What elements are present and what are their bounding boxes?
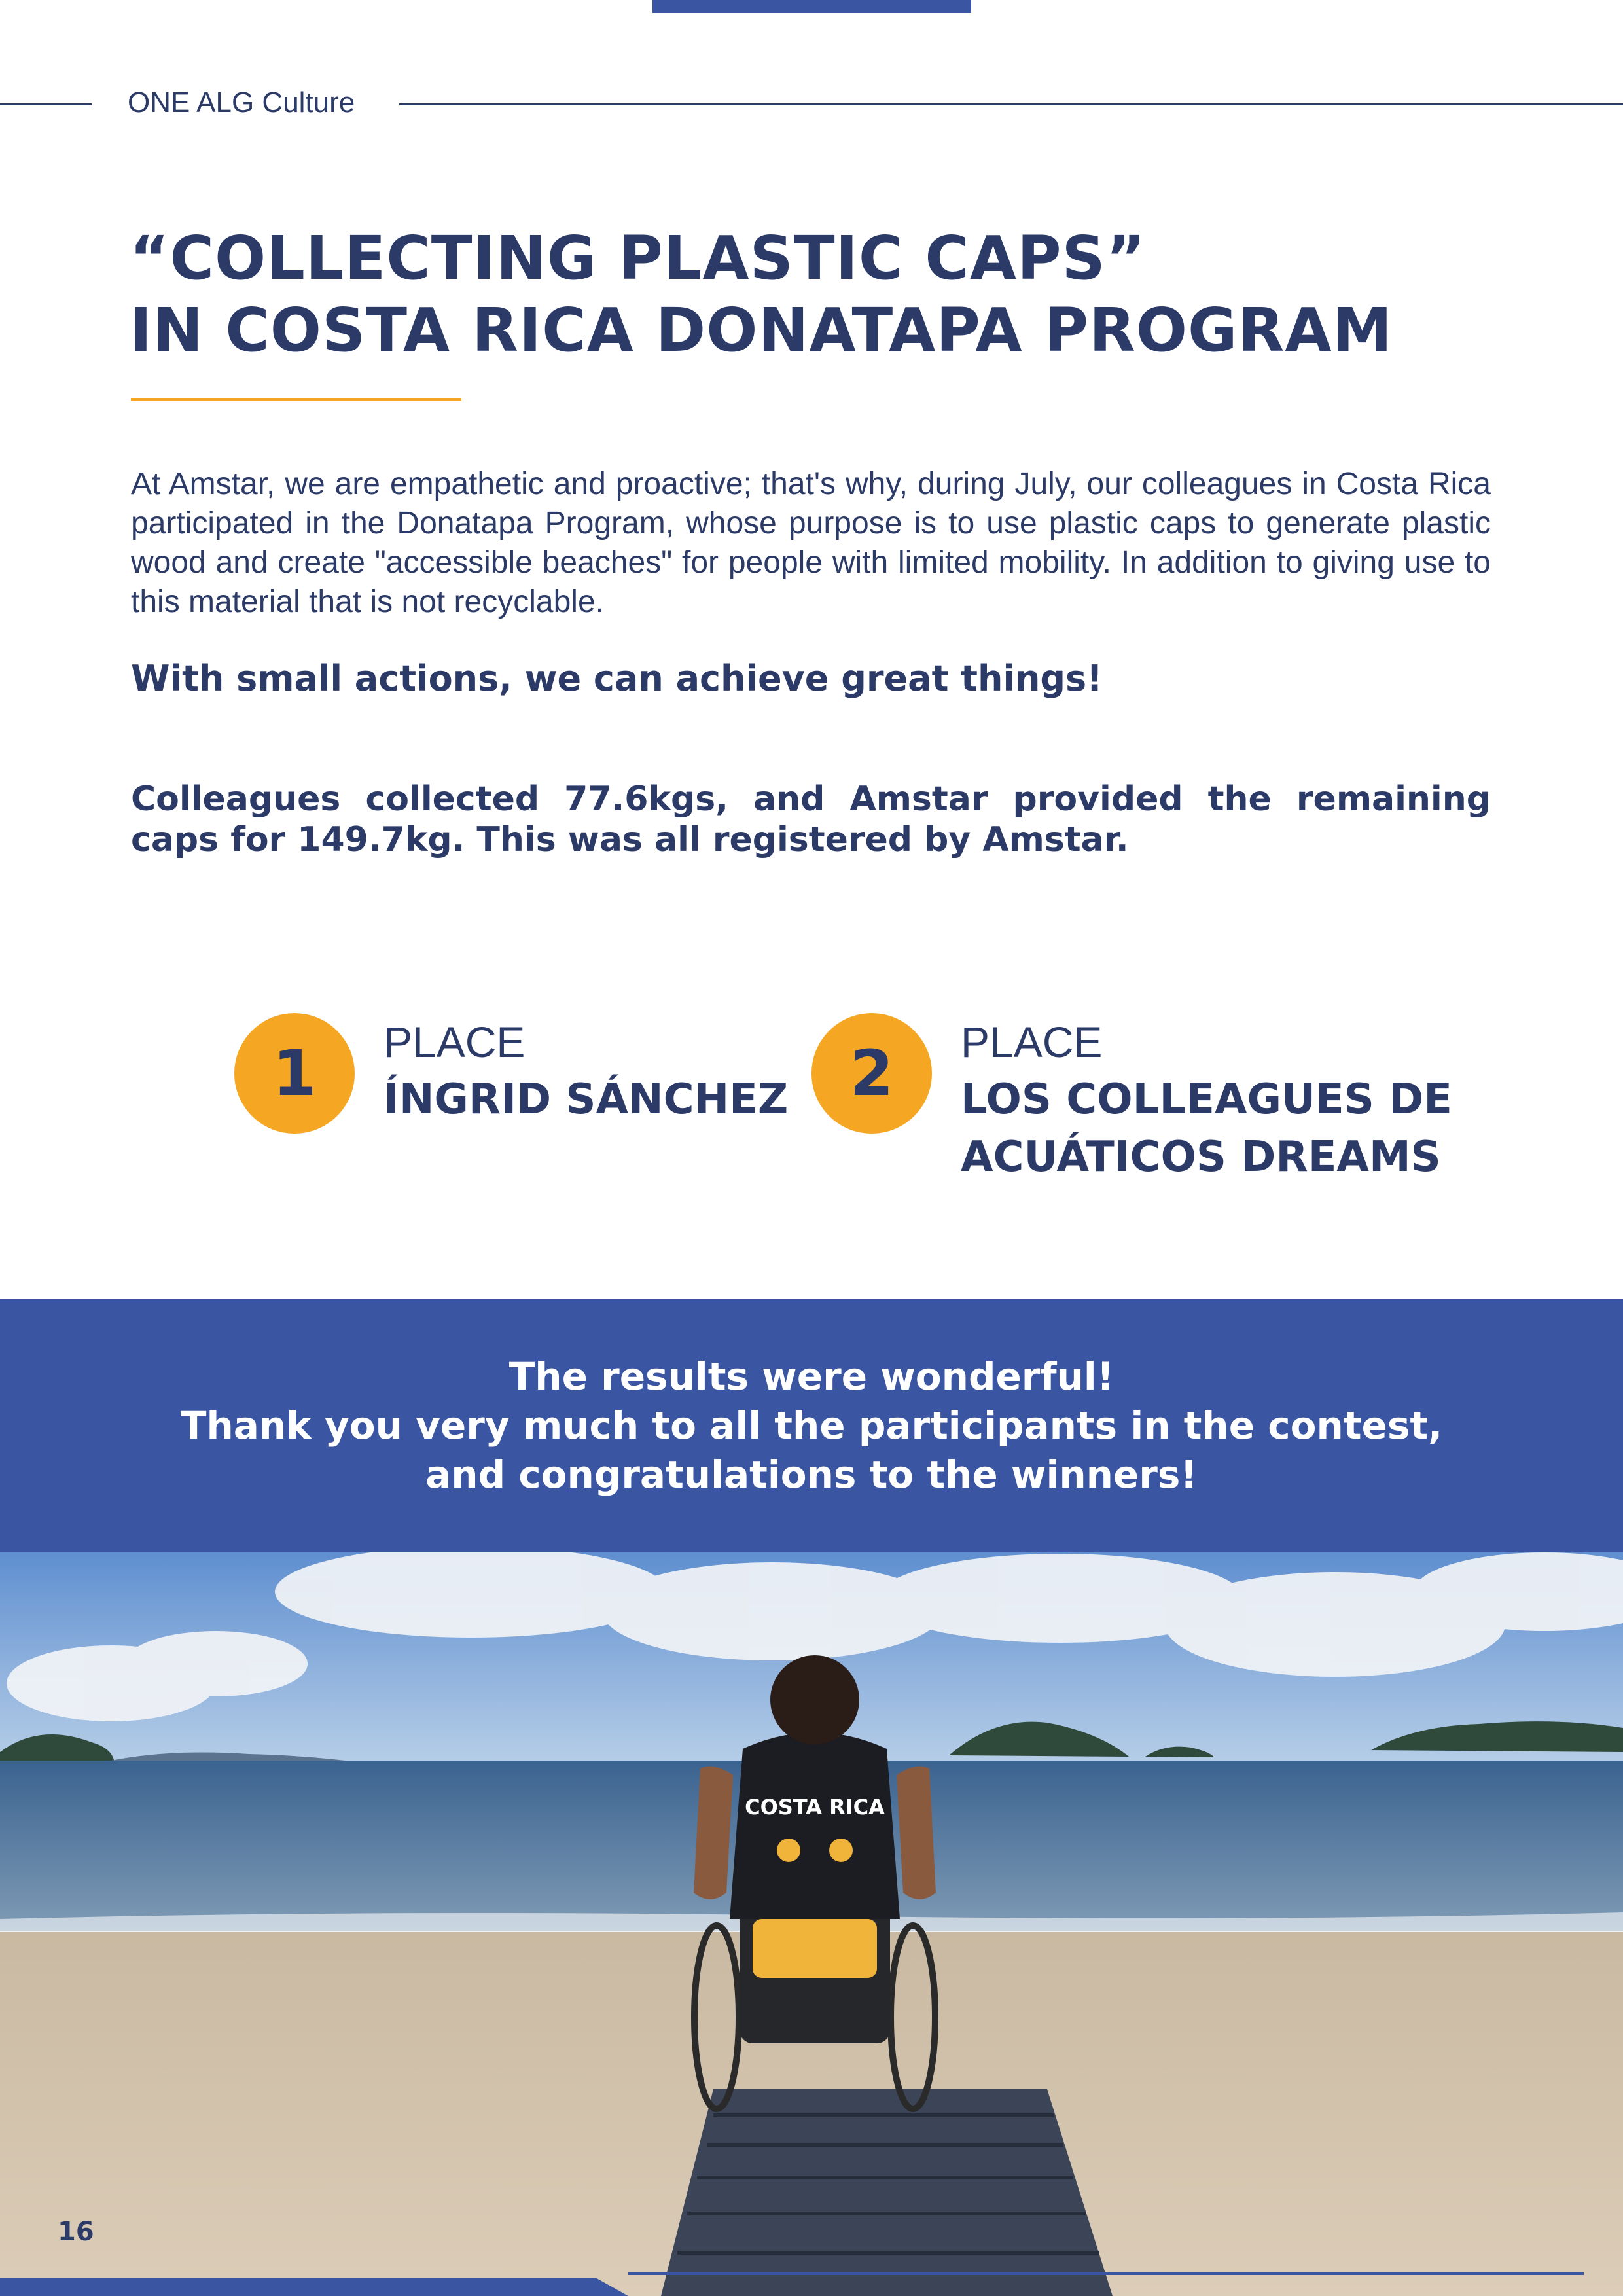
winner-name (961, 1071, 1484, 1186)
page-number: 16 (58, 2217, 94, 2247)
place-label: PLACE (961, 1018, 1103, 1066)
article-title (130, 223, 1504, 367)
place-label: PLACE (383, 1018, 526, 1066)
title-underline (131, 398, 461, 401)
footer-bar (0, 2269, 1623, 2296)
shirt-text: COSTA RICA (745, 1795, 885, 1820)
section-label: ONE ALG Culture (128, 86, 355, 118)
header-rule-left (0, 103, 92, 105)
thank-you-banner (0, 1299, 1623, 1552)
intro-paragraph: At Amstar, we are empathetic and proactive; that's why, during July, our colleagues in Costa Rica participated in the Donatapa Program, whose purpose is to use plastic caps to generate plastic wood and create "accessible beaches" for people with limited mobility. In addition to giving use to this material that is not recyclable. (131, 467, 1491, 619)
winner-name-line-1: LOS COLLEAGUES DE (961, 1075, 1452, 1124)
winner-name-line-1: ÍNGRID SÁNCHEZ (383, 1075, 789, 1124)
beach-photo (0, 1552, 1623, 2296)
place-number-badge: 2 (812, 1013, 932, 1134)
tagline: With small actions, we can achieve great things! (131, 658, 1103, 699)
banner-line-2: Thank you very much to all the participants in the contest, (180, 1403, 1443, 1448)
top-accent-tab (652, 0, 971, 13)
banner-line-1: The results were wonderful! (508, 1354, 1115, 1399)
beach-photo-illustration (0, 1552, 1623, 2296)
header-rule-right (399, 103, 1623, 105)
article-title-line-1: “COLLECTING PLASTIC CAPS” (130, 223, 1147, 293)
place-number-badge: 1 (234, 1013, 355, 1134)
place-text (961, 1016, 1484, 1186)
article-title-line-2: IN COSTA RICA DONATAPA PROGRAM (130, 295, 1393, 365)
stats-paragraph: Colleagues collected 77.6kgs, and Amstar provided the remaining caps for 149.7kg. This was all registered by Amstar. (131, 780, 1491, 859)
winner-name-line-2: ACUÁTICOS DREAMS (961, 1133, 1441, 1181)
banner-line-3: and congratulations to the winners! (425, 1452, 1198, 1497)
